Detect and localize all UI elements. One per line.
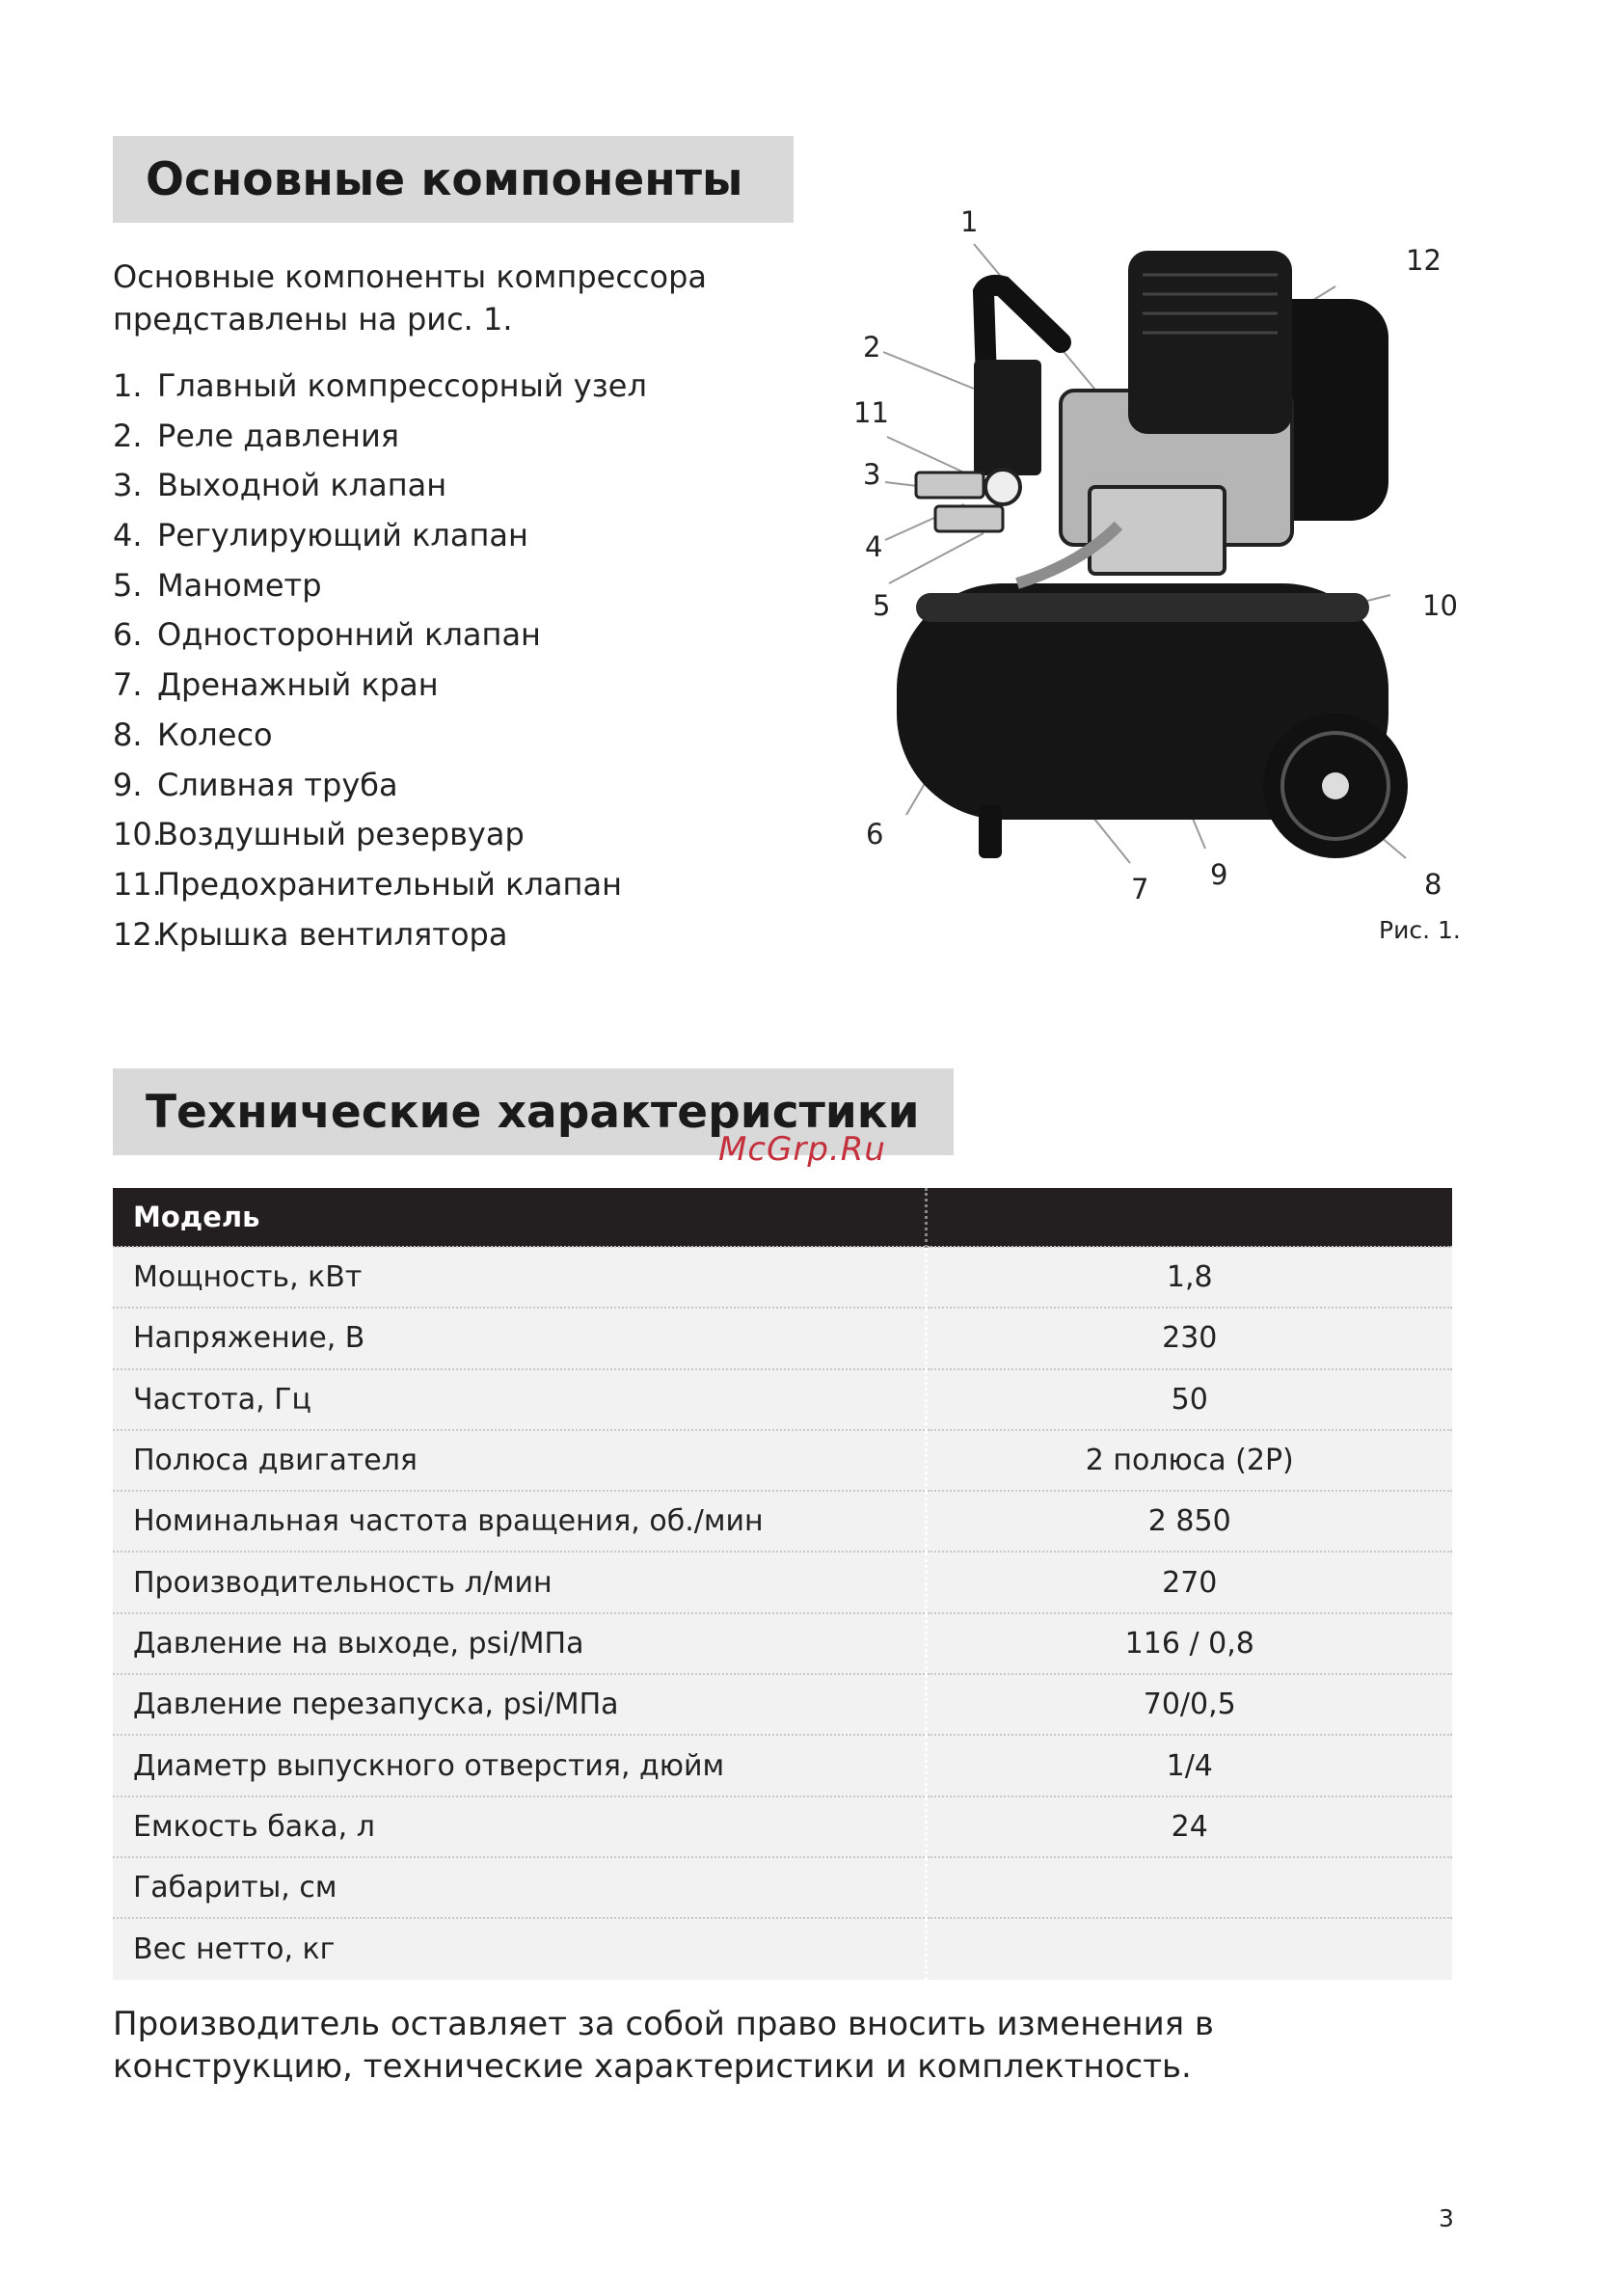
spec-name: Вес нетто, кг	[113, 1918, 926, 1979]
callout-11: 11	[853, 396, 889, 429]
callout-7: 7	[1131, 873, 1149, 905]
callout-2: 2	[863, 331, 881, 364]
spec-value: 70/0,5	[926, 1674, 1452, 1735]
item-label: Односторонний клапан	[157, 616, 541, 654]
spec-name: Номинальная частота вращения, об./мин	[113, 1491, 926, 1552]
figure-caption: Рис. 1.	[1379, 916, 1461, 944]
spec-name: Давление перезапуска, psi/МПа	[113, 1674, 926, 1735]
item-number: 11.	[113, 865, 162, 903]
item-label: Дренажный кран	[157, 666, 439, 704]
table-row	[113, 1674, 1452, 1735]
item-label: Регулирующий клапан	[157, 517, 528, 554]
item-label: Воздушный резервуар	[157, 816, 525, 853]
item-label: Реле давления	[157, 417, 399, 454]
list-item	[113, 863, 647, 913]
item-number: 8.	[113, 716, 143, 753]
item-label: Предохранительный клапан	[157, 865, 622, 903]
compressor-figure	[829, 198, 1466, 945]
manometer-shape	[985, 470, 1020, 504]
item-number: 5.	[113, 566, 143, 604]
item-label: Сливная труба	[157, 766, 398, 803]
watermark: McGrp.Ru	[718, 1130, 886, 1169]
item-number: 2.	[113, 417, 143, 454]
table-row	[113, 1613, 1452, 1674]
spec-value: 2 полюса (2P)	[926, 1430, 1452, 1491]
components-list	[113, 365, 647, 962]
tank-highlight	[916, 593, 1369, 622]
spec-value	[926, 1857, 1452, 1918]
spec-name: Напряжение, В	[113, 1308, 926, 1368]
spec-value: 116 / 0,8	[926, 1613, 1452, 1674]
spec-table	[113, 1188, 1452, 1980]
spec-value: 1/4	[926, 1735, 1452, 1796]
item-label: Колесо	[157, 716, 273, 753]
spec-name: Емкость бака, л	[113, 1796, 926, 1857]
manufacturer-note: Производитель оставляет за собой право вносить изменения в конструкцию, технические характеристики и комплектность.	[113, 2005, 1214, 2086]
tank-foot-shape	[979, 805, 1002, 858]
list-item	[113, 813, 647, 863]
list-item	[113, 714, 647, 764]
spec-name: Габариты, см	[113, 1857, 926, 1918]
table-row	[113, 1552, 1452, 1612]
callout-4: 4	[865, 530, 883, 563]
item-label: Выходной клапан	[157, 467, 447, 504]
list-item	[113, 564, 647, 614]
item-number: 9.	[113, 766, 143, 803]
spec-name: Диаметр выпускного отверстия, дюйм	[113, 1735, 926, 1796]
item-label: Главный компрессорный узел	[157, 367, 647, 404]
table-row	[113, 1491, 1452, 1552]
outlet-valve-shape	[916, 473, 984, 498]
item-number: 3.	[113, 467, 143, 504]
callout-3: 3	[863, 458, 881, 491]
table-row	[113, 1735, 1452, 1796]
callout-10: 10	[1422, 589, 1458, 622]
spec-value: 50	[926, 1369, 1452, 1430]
section-title-specs: Технические характеристики	[113, 1068, 954, 1155]
spec-name: Давление на выходе, psi/МПа	[113, 1613, 926, 1674]
header-model: Модель	[113, 1188, 926, 1247]
callout-1: 1	[960, 205, 979, 238]
callout-8: 8	[1424, 868, 1442, 901]
wheel-hub	[1322, 772, 1349, 799]
list-item	[113, 415, 647, 465]
components-intro: Основные компоненты компрессора представлены на рис. 1.	[113, 258, 707, 338]
spec-name: Производительность л/мин	[113, 1552, 926, 1612]
spec-value: 1,8	[926, 1247, 1452, 1308]
pressure-switch-shape	[974, 360, 1041, 475]
spec-value: 24	[926, 1796, 1452, 1857]
table-row	[113, 1918, 1452, 1979]
table-row	[113, 1308, 1452, 1368]
item-label: Манометр	[157, 566, 322, 604]
spec-name: Мощность, кВт	[113, 1247, 926, 1308]
spec-value: 230	[926, 1308, 1452, 1368]
callout-12: 12	[1406, 244, 1442, 277]
table-row	[113, 1796, 1452, 1857]
list-item	[113, 464, 647, 514]
section-title-components: Основные компоненты	[113, 136, 794, 223]
item-number: 10.	[113, 816, 162, 853]
item-number: 1.	[113, 367, 143, 404]
item-number: 12.	[113, 915, 162, 953]
list-item	[113, 663, 647, 714]
item-label: Крышка вентилятора	[157, 915, 508, 953]
spec-value: 2 850	[926, 1491, 1452, 1552]
item-number: 6.	[113, 616, 143, 654]
table-row	[113, 1247, 1452, 1308]
table-row	[113, 1857, 1452, 1918]
spec-value	[926, 1918, 1452, 1979]
item-number: 4.	[113, 517, 143, 554]
item-number: 7.	[113, 666, 143, 704]
spec-value: 270	[926, 1552, 1452, 1612]
list-item	[113, 365, 647, 415]
callout-9: 9	[1210, 858, 1228, 891]
callout-6: 6	[866, 818, 884, 851]
list-item	[113, 613, 647, 663]
list-item	[113, 764, 647, 814]
table-header-row	[113, 1188, 1452, 1247]
page-number: 3	[1439, 2204, 1454, 2232]
list-item	[113, 913, 647, 963]
table-row	[113, 1430, 1452, 1491]
callout-5: 5	[873, 589, 891, 622]
motor-shape	[1128, 251, 1292, 434]
table-row	[113, 1369, 1452, 1430]
header-value	[926, 1188, 1452, 1247]
spec-name: Полюса двигателя	[113, 1430, 926, 1491]
spec-name: Частота, Гц	[113, 1369, 926, 1430]
regulating-valve-shape	[935, 506, 1003, 531]
list-item	[113, 514, 647, 564]
